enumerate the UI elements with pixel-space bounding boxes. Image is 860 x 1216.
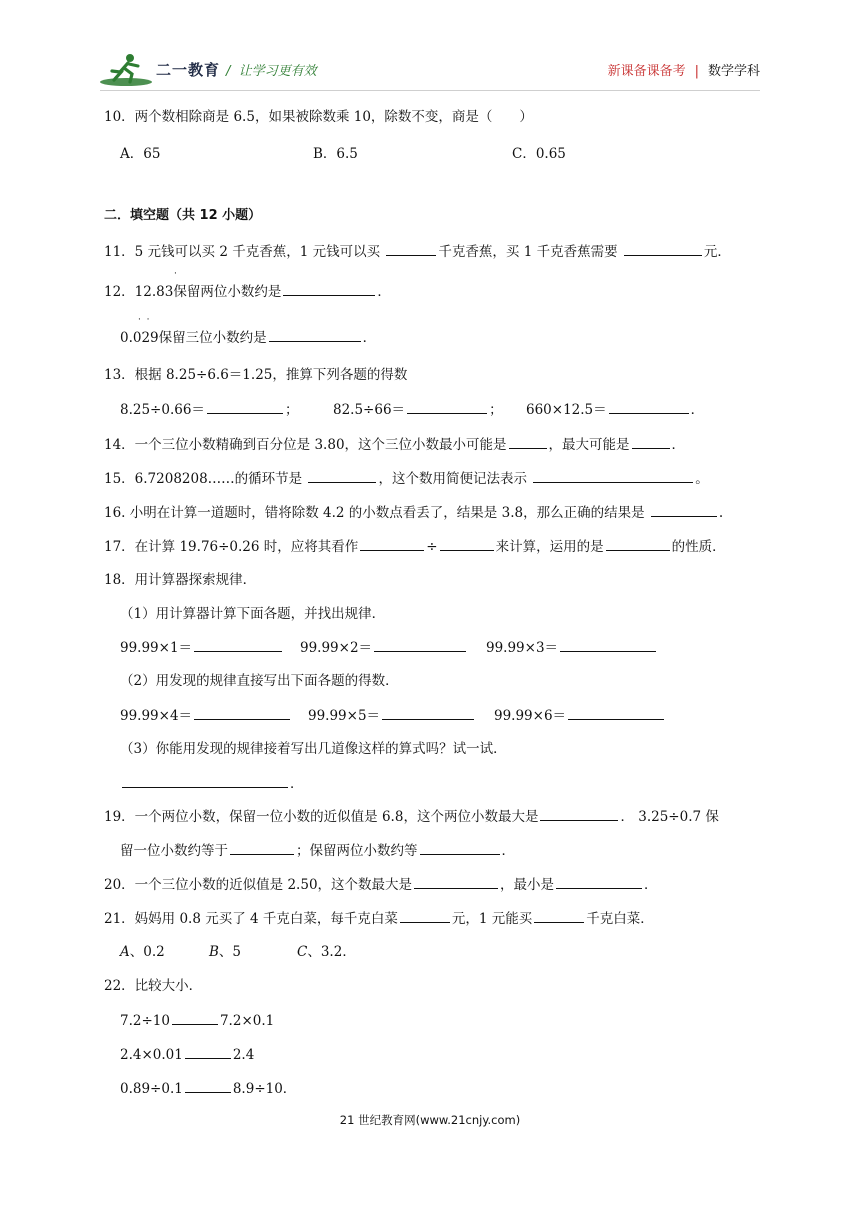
answer-blank[interactable] [194, 706, 290, 720]
answer-blank[interactable] [632, 435, 670, 449]
answer-blank[interactable] [534, 909, 584, 923]
question-18-subpart-2: （2）用发现的规律直接写出下面各题的得数． [120, 673, 399, 689]
answer-blank[interactable] [556, 875, 642, 889]
header-subject [608, 60, 760, 79]
question-22-stem: 22．比较大小． [104, 978, 203, 994]
answer-blank[interactable] [568, 706, 664, 720]
answer-blank[interactable] [308, 469, 376, 483]
question-22-compare-b: 2.4×0.01 2.4 [120, 1047, 255, 1063]
question-11: 11．5 元钱可以买 2 千克香蕉，1 元钱可以买 千克香蕉，买 1 千克香蕉需要 元． [104, 244, 731, 260]
answer-blank[interactable] [122, 774, 288, 788]
answer-blank[interactable] [400, 909, 450, 923]
answer-blank[interactable] [382, 706, 474, 720]
runner-logo-icon [100, 52, 156, 88]
answer-blank[interactable] [360, 537, 424, 551]
question-12-line-2: 0.029保留三位小数约是 ． [120, 330, 377, 346]
question-18-subpart-1: （1）用计算器计算下面各题，并找出规律． [120, 606, 386, 622]
question-21: 21．妈妈用 0.8 元买了 4 千克白菜，每千克白菜 元，1 元能买 千克白菜． [104, 911, 654, 927]
question-18-subpart-3: （3）你能用发现的规律接着写出几道像这样的算式吗？试一试． [120, 741, 507, 757]
recurring-dot-mark: · [174, 269, 177, 279]
page-footer: 21 世纪教育网(www.21cnjy.com) [339, 1113, 521, 1127]
question-22-compare-a: 7.2÷10 7.2×0.1 [120, 1013, 275, 1029]
question-10-option-b: B．6.5 [313, 146, 358, 162]
answer-blank[interactable] [386, 242, 436, 256]
question-10-option-a: A．65 [120, 146, 161, 162]
logo-text: 二一教育 [156, 61, 221, 79]
answer-blank[interactable] [374, 638, 466, 652]
question-13-part-a: 8.25÷0.66＝ ； [120, 402, 299, 418]
answer-blank[interactable] [207, 400, 283, 414]
answer-blank[interactable] [194, 638, 282, 652]
header-separator: | [694, 64, 699, 79]
answer-blank[interactable] [509, 435, 547, 449]
recurring-dot-mark: · · [138, 315, 150, 325]
question-19-line-1: 19．一个两位小数，保留一位小数的近似值是 6.8，这个两位小数最大是 ． 3.25÷0.7 保 [104, 809, 719, 825]
answer-blank[interactable] [440, 537, 494, 551]
question-13-stem: 13．根据 8.25÷6.6＝1.25，推算下列各题的得数 [104, 367, 408, 383]
question-19-line-2: 留一位小数约等于 ；保留两位小数约等 ． [120, 843, 515, 859]
answer-blank[interactable] [414, 875, 498, 889]
answer-blank[interactable] [533, 469, 693, 483]
answer-blank[interactable] [185, 1079, 231, 1093]
question-18-stem: 18．用计算器探索规律． [104, 572, 257, 588]
question-18-row-1c: 99.99×3＝ [486, 638, 658, 657]
question-10-option-c: C．0.65 [512, 146, 566, 162]
section-title-fill-in: 二．填空题（共 12 小题） [104, 208, 262, 223]
answer-blank[interactable] [269, 328, 361, 342]
question-18-row-2c: 99.99×6＝ [494, 706, 666, 725]
question-12-line-1: 12．12.83保留两位小数约是 ． [104, 284, 391, 300]
question-16: 16. 小明在计算一道题时，错将除数 4.2 的小数点看丢了，结果是 3.8，那么正确的结果是 . [104, 505, 724, 521]
question-21-option-a: A、0.2 [120, 944, 165, 960]
answer-blank[interactable] [624, 242, 702, 256]
answer-blank[interactable] [230, 841, 294, 855]
question-15: 15．6.7208208……的循环节是 ，这个数用简便记法表示 。 [104, 471, 709, 487]
answer-blank[interactable] [560, 638, 656, 652]
question-18-row-1a: 99.99×1＝ [120, 638, 284, 657]
question-18-row-2a: 99.99×4＝ [120, 706, 292, 725]
question-13-part-b: 82.5÷66＝ ； [333, 402, 503, 418]
answer-blank[interactable] [609, 400, 689, 414]
header-divider [100, 90, 760, 91]
answer-blank[interactable] [407, 400, 487, 414]
question-18-row-2b: 99.99×5＝ [308, 706, 476, 725]
question-13-part-c: 660×12.5＝ ． [526, 402, 705, 418]
question-21-option-b: B、5 [209, 944, 242, 960]
header-slogan: / 让学习更有效 [226, 64, 317, 79]
question-10-stem: 10．两个数相除商是 6.5，如果被除数乘 10，除数不变，商是（ ） [104, 109, 533, 125]
question-22-compare-c: 0.89÷0.1 8.9÷10． [120, 1081, 297, 1097]
page-header [100, 52, 760, 92]
answer-blank[interactable] [420, 841, 500, 855]
answer-blank[interactable] [283, 282, 375, 296]
question-21-option-c: C、3.2． [297, 944, 356, 960]
answer-blank[interactable] [185, 1045, 231, 1059]
question-17: 17．在计算 19.76÷0.26 时，应将其看作 ÷ 来计算，运用的是 的性质． [104, 539, 726, 555]
answer-blank[interactable] [651, 503, 717, 517]
header-subject-label: 数学学科 [707, 64, 760, 79]
question-18-row-1b: 99.99×2＝ [300, 638, 468, 657]
question-14: 14．一个三位小数精确到百分位是 3.80，这个三位小数最小可能是 ，最大可能是 ． [104, 437, 686, 453]
header-course-label: 新课备课备考 [607, 64, 686, 79]
answer-blank[interactable] [606, 537, 670, 551]
question-18-answer-line: ． [120, 774, 304, 793]
answer-blank[interactable] [172, 1011, 218, 1025]
question-20: 20．一个三位小数的近似值是 2.50，这个数最大是 ，最小是 ． [104, 877, 658, 893]
answer-blank[interactable] [540, 807, 618, 821]
